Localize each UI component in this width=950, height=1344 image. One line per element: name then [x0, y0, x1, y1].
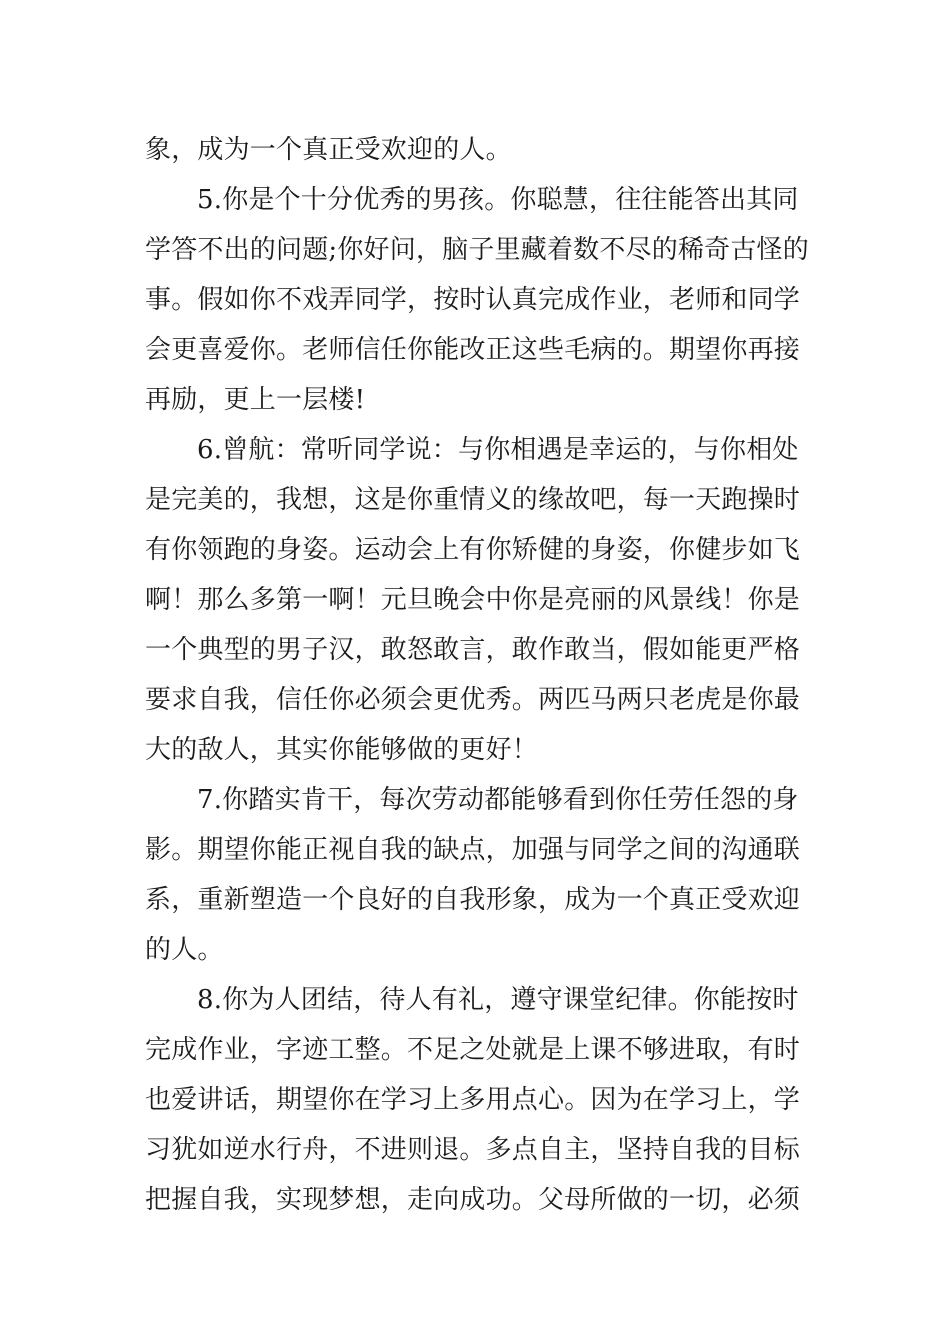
text-line-22: 把握自我，实现梦想，走向成功。父母所做的一切，必须: [145, 1185, 801, 1215]
text-line-9: 有你领跑的身姿。运动会上有你矫健的身姿，你健步如飞: [145, 535, 801, 565]
text-line-21: 习犹如逆水行舟，不进则退。多点自主，坚持自我的目标: [145, 1135, 801, 1165]
text-line-3: 学答不出的问题;你好问，脑子里藏着数不尽的稀奇古怪的: [145, 235, 809, 265]
text-line-14: 7.你踏实肯干，每次劳动都能够看到你任劳任怨的身: [197, 785, 799, 815]
text-line-10: 啊！那么多第一啊！元旦晚会中你是亮丽的风景线！你是: [145, 585, 801, 615]
text-line-6: 再励，更上一层楼!: [145, 385, 366, 415]
text-line-7: 6.曾航：常听同学说：与你相遇是幸运的，与你相处: [197, 435, 799, 465]
text-line-15: 影。期望你能正视自我的缺点，加强与同学之间的沟通联: [145, 835, 801, 865]
text-line-11: 一个典型的男子汉，敢怒敢言，敢作敢当，假如能更严格: [145, 635, 801, 665]
text-line-1: 象，成为一个真正受欢迎的人。: [145, 135, 512, 165]
text-line-8: 是完美的，我想，这是你重情义的缘故吧，每一天跑操时: [145, 485, 801, 515]
text-line-4: 事。假如你不戏弄同学，按时认真完成作业，老师和同学: [145, 285, 801, 315]
text-line-12: 要求自我，信任你必须会更优秀。两匹马两只老虎是你最: [145, 685, 801, 715]
text-line-17: 的人。: [145, 935, 224, 965]
text-line-5: 会更喜爱你。老师信任你能改正这些毛病的。期望你再接: [145, 335, 801, 365]
text-line-16: 系，重新塑造一个良好的自我形象，成为一个真正受欢迎: [145, 885, 801, 915]
text-line-19: 完成作业，字迹工整。不足之处就是上课不够进取，有时: [145, 1035, 801, 1065]
text-line-2: 5.你是个十分优秀的男孩。你聪慧，往往能答出其同: [197, 185, 799, 215]
text-line-18: 8.你为人团结，待人有礼，遵守课堂纪律。你能按时: [197, 985, 799, 1015]
text-line-20: 也爱讲话，期望你在学习上多用点心。因为在学习上，学: [145, 1085, 801, 1115]
text-line-13: 大的敌人，其实你能够做的更好！: [145, 735, 539, 765]
